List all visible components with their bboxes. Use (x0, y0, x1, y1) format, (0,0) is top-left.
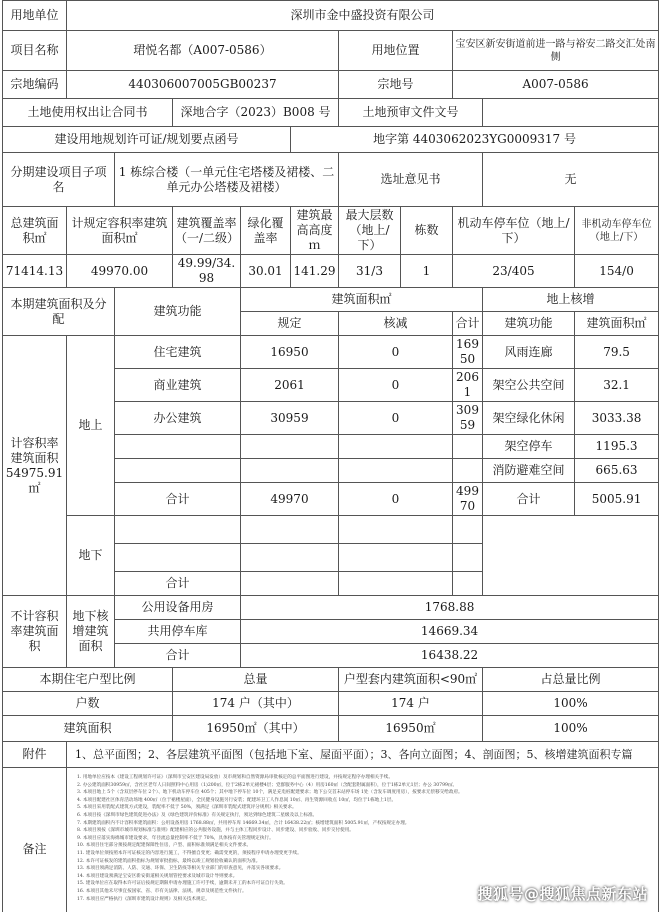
coverage-label: 建筑覆盖率（一/二级） (173, 207, 241, 255)
basement-row-label: 合计 (115, 644, 241, 668)
building-area-label: 建筑面积 (3, 716, 173, 742)
attachments-label: 附件 (3, 742, 67, 768)
table-row-specified: 2061 (241, 369, 339, 402)
ratio-header: 占总量比例 (483, 668, 659, 692)
table-row-specified (241, 572, 339, 596)
below-extra-blank (483, 516, 659, 596)
remark-line: 5. 本项目采用装配式建筑方式建设，装配率不低于 50%，须满足《深圳市装配式建筑评分规则》相关要求。 (77, 805, 297, 811)
above-label: 地上 (67, 336, 115, 516)
remark-line: 16. 本项目其他未尽事宜按国家、省、市有关法律、法规、规章及规范性文件执行。 (77, 888, 247, 894)
table-row-reduction (339, 459, 453, 483)
basement-row-label: 共用停车库 (115, 620, 241, 644)
building-area-under90: 16950㎡ (339, 716, 483, 742)
project-name-label: 项目名称 (3, 31, 67, 71)
table-row-extra-function: 架空公共空间 (483, 369, 575, 402)
remark-line: 8. 本项目须按《深圳市城市规划标准与准则》配建相应的公共服务设施，并与主体工程同步设计、同步建设、同步验收、同步交付使用。 (77, 828, 354, 834)
project-name-value: 珺悦名都（A007-0586） (67, 31, 339, 71)
households-label: 户数 (3, 692, 173, 716)
land-user-value: 深圳市金中盛投资有限公司 (67, 1, 659, 31)
bike-value: 154/0 (575, 255, 659, 288)
blocks-value: 1 (401, 255, 453, 288)
land-pre-label: 土地预审文件文号 (339, 99, 483, 127)
total-gfa-value: 71414.13 (3, 255, 67, 288)
remark-line: 4. 本项目配建社区体育活动场地 400㎡（位于裙楼屋面），全民健身设施另行安装；配建环卫工人作息间 10㎡、再生资源回收点 10㎡，均位于1栋地上1层。 (77, 797, 397, 803)
parcel-no-label: 宗地号 (339, 71, 453, 99)
households-total: 174 户（其中） (173, 692, 339, 716)
extra-area-header: 建筑面积㎡ (575, 312, 659, 336)
table-row-subtotal: 2061 (453, 369, 483, 402)
coverage-value: 49.99/34.98 (173, 255, 241, 288)
phase-items-value: 1 栋综合楼（一单元住宅塔楼及裙楼、二单元办公塔楼及裙楼） (115, 153, 339, 207)
table-row-subtotal: 16950 (453, 336, 483, 369)
reduction-header: 核减 (339, 312, 453, 336)
attachments-value: 1、总平面图；2、各层建筑平面图（包括地下室、屋面平面）；3、各向立面图；4、剖面图；5、核增建筑面积专篇 (67, 742, 659, 768)
far-side-label: 计容积率建筑面积 54975.91㎡ (3, 336, 67, 596)
table-row-reduction (339, 435, 453, 459)
permit-label: 建设用地规划许可证/规划要点函号 (3, 127, 291, 153)
land-user-label: 用地单位 (3, 1, 67, 31)
building-area-total: 16950㎡（其中） (173, 716, 339, 742)
land-cert-value: 深地合字（2023）B008 号 (173, 99, 339, 127)
watermark: 搜狐号@搜狐焦点新东站 (477, 885, 648, 903)
remark-line: 3. 本项目地上 5个（含双层停车位 2个）、地下机动车停车位 405个；其中地下停车位 10个，满足充电桩配建要求；地下公交首末站停车场 1处（含发车调度用房），按要求无偿移交给政府。 (77, 790, 463, 796)
remark-line: 11. 建设单位须按照本许可证核定的内容进行施工，不得擅自变更；确需变更的，须按程序申请办理变更手续。 (77, 850, 302, 856)
total-gfa-label: 总建筑面积㎡ (3, 207, 67, 255)
under90-header: 户型套内建筑面积<90㎡ (339, 668, 483, 692)
land-pre-value (483, 99, 659, 127)
car-label: 机动车停车位（地上/下） (453, 207, 575, 255)
above-total-extra-label: 合计 (483, 483, 575, 516)
table-row-extra-area: 79.5 (575, 336, 659, 369)
remark-line: 9. 本项目应落实海绵城市建设要求，年径流总量控制率不低于 70%，具体按有关管理规定执行。 (77, 835, 274, 841)
non-far-label: 不计容积率建筑面积 (3, 596, 67, 668)
housing-ratio-label: 本期住宅户型比例 (3, 668, 173, 692)
location-label: 用地位置 (339, 31, 453, 71)
permit-value: 地字第 4403062023YG0009317 号 (291, 127, 659, 153)
table-row-reduction: 0 (339, 402, 453, 435)
remark-line: 14. 本项目建设须满足宝安区新安街道相关规划管控要求及城市设计导则要求。 (77, 873, 238, 879)
remark-line: 6. 本项目按《深圳市绿色建筑促进办法》及《绿色建筑评价标准》有关规定执行，须达到绿色建筑二星级及以上标准。 (77, 812, 318, 818)
table-row-reduction: 0 (339, 336, 453, 369)
households-under90: 174 户 (339, 692, 483, 716)
specified-header: 规定 (241, 312, 339, 336)
remark-line: 2. 办公建筑面积30959㎡，含社区老年人日间照料中心用房（1)200㎡，位于2栋2单元裙楼4层；党群服务中心（4）用房160㎡（含配套附属面积），位于1栋2单元1层；办公 30799㎡。 (77, 782, 458, 788)
height-label: 建筑最高高度ｍ (291, 207, 339, 255)
site-opinion-label: 选址意见书 (339, 153, 483, 207)
table-row-subtotal (453, 435, 483, 459)
table-row-reduction (339, 516, 453, 544)
extra-function-header: 建筑功能 (483, 312, 575, 336)
function-header: 建筑功能 (115, 288, 241, 336)
table-row-function (115, 435, 241, 459)
above-total-label: 合计 (115, 483, 241, 516)
phase-items-label: 分期建设项目子项名 (3, 153, 115, 207)
table-row-extra-area: 3033.38 (575, 402, 659, 435)
remark-line: 17. 本项目应严格执行《深圳市建筑设计规则》及相关技术规定。 (77, 896, 210, 902)
height-value: 141.29 (291, 255, 339, 288)
table-row-function (115, 544, 241, 572)
table-row-extra-function: 风雨连廊 (483, 336, 575, 369)
below-label: 地下 (67, 516, 115, 596)
remark-line: 10. 本项目住宅部分须按规定配建保障性住房，户型、面积标准须满足相关文件要求。 (77, 843, 252, 849)
table-row-specified (241, 459, 339, 483)
basement-row-value: 16438.22 (241, 644, 659, 668)
table-row-function (115, 459, 241, 483)
far-gfa-value: 49970.00 (67, 255, 173, 288)
above-total-specified: 49970 (241, 483, 339, 516)
table-row-subtotal (453, 459, 483, 483)
table-row-extra-area: 32.1 (575, 369, 659, 402)
far-gfa-label: 计规定容积率建筑面积㎡ (67, 207, 173, 255)
green-value: 30.01 (241, 255, 291, 288)
table-row-extra-area: 1195.3 (575, 435, 659, 459)
above-total-subtotal: 49970 (453, 483, 483, 516)
table-row-function: 办公建筑 (115, 402, 241, 435)
table-row-subtotal (453, 516, 483, 544)
building-area-ratio: 100% (483, 716, 659, 742)
green-label: 绿化覆盖率 (241, 207, 291, 255)
table-row-specified (241, 435, 339, 459)
parcel-no-value: A007-0586 (453, 71, 659, 99)
table-row-extra-function: 架空绿化休闲 (483, 402, 575, 435)
below-total-label: 合计 (115, 572, 241, 596)
table-row-reduction: 0 (339, 369, 453, 402)
location-value: 宝安区新安街道前进一路与裕安二路交汇处南侧 (453, 31, 659, 71)
permit-table (2, 0, 659, 912)
table-row-specified (241, 544, 339, 572)
table-row-reduction (339, 572, 453, 596)
basement-row-value: 1768.88 (241, 596, 659, 620)
table-row-specified: 30959 (241, 402, 339, 435)
basement-row-value: 14669.34 (241, 620, 659, 644)
remark-line: 1. 用地单位应按本《建设工程规划许可证》（深圳市宝安区建设局发放）及市规划和自然资源局审批核定的总平面图进行建设，并按规定程序办理相关手续。 (77, 775, 393, 780)
table-row-function: 住宅建筑 (115, 336, 241, 369)
site-opinion-value: 无 (483, 153, 659, 207)
total-header: 总量 (173, 668, 339, 692)
table-row-extra-function: 消防避难空间 (483, 459, 575, 483)
table-row-extra-area: 665.63 (575, 459, 659, 483)
table-row-extra-function: 架空停车 (483, 435, 575, 459)
basement-row-label: 公用设备用房 (115, 596, 241, 620)
table-row-subtotal: 30959 (453, 402, 483, 435)
remark-line: 7. 本期建筑面积内不计容积率建筑面积：公用设备用房 1768.88㎡，共用停车库 14669.34㎡，合计 16438.22㎡；核增建筑面积 5005.91㎡，产权按规定办理。 (77, 820, 410, 826)
parcel-code-label: 宗地编码 (3, 71, 67, 99)
above-total-reduction: 0 (339, 483, 453, 516)
table-row-specified (241, 516, 339, 544)
remarks-label: 备注 (3, 768, 67, 912)
floors-value: 31/3 (339, 255, 401, 288)
dist-label: 本期建筑面积及分配 (3, 288, 115, 336)
blocks-label: 栋数 (401, 207, 453, 255)
households-ratio: 100% (483, 692, 659, 716)
parcel-code-value: 440306007005GB00237 (67, 71, 339, 99)
table-row-subtotal (453, 544, 483, 572)
table-row-reduction (339, 544, 453, 572)
basement-extra-label: 地下核增建筑面积 (67, 596, 115, 668)
floors-label: 最大层数（地上/下） (339, 207, 401, 255)
table-row-subtotal (453, 572, 483, 596)
car-value: 23/405 (453, 255, 575, 288)
remark-line: 12. 本许可证核发的建筑面积指标为规划审批指标，最终以竣工规划验收确认的面积为准。 (77, 858, 261, 864)
table-row-function: 商业建筑 (115, 369, 241, 402)
extra-header: 地上核增 (483, 288, 659, 312)
land-cert-label: 土地使用权出让合同书 (3, 99, 173, 127)
subtotal-header: 合计 (453, 312, 483, 336)
remark-line: 13. 本项目须满足消防、人防、交通、环保、卫生防疫等相关专业部门的审查意见，并落实各项要求。 (77, 866, 284, 872)
remark-line: 15. 建设单位应在取得本许可证后按规定期限申请办理施工许可手续，逾期未开工的本许可证自行失效。 (77, 881, 288, 887)
bike-label: 非机动车停车位（地上/下） (575, 207, 659, 255)
table-row-function (115, 516, 241, 544)
table-row-specified: 16950 (241, 336, 339, 369)
area-header: 建筑面积㎡ (241, 288, 483, 312)
above-total-extra-area: 5005.91 (575, 483, 659, 516)
